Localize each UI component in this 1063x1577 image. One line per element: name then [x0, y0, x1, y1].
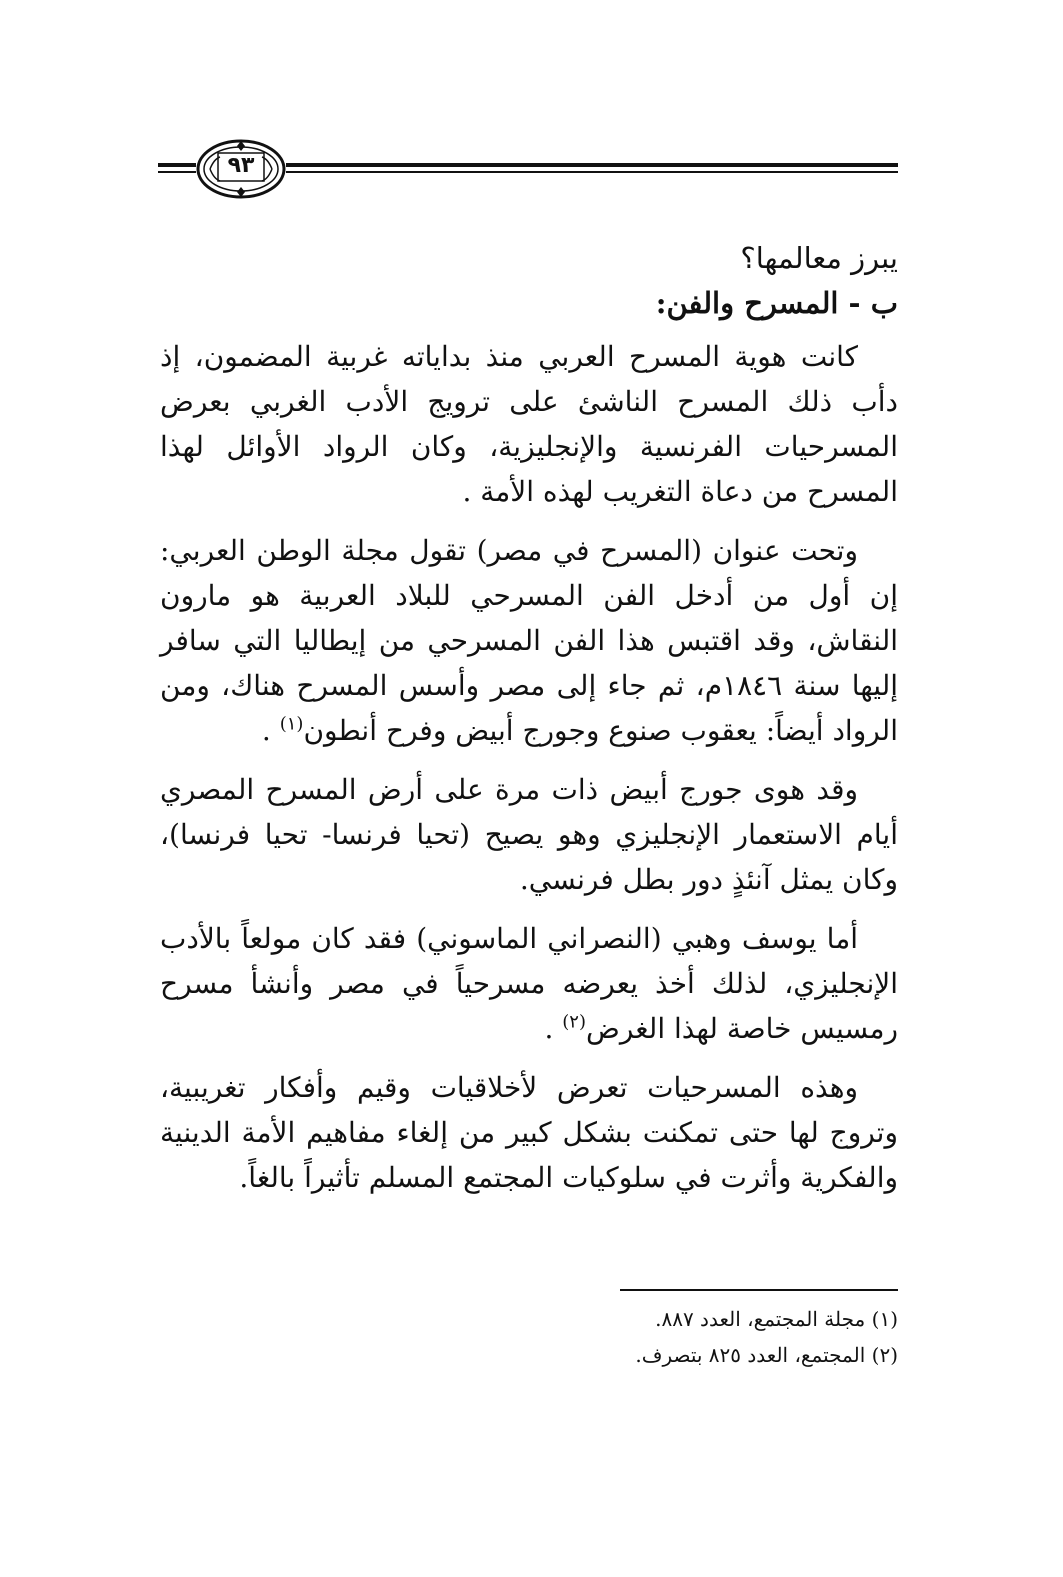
paragraph-text: كانت هوية المسرح العربي منذ بداياته غربية المضمون، إذ دأب ذلك المسرح الناشئ على ترويج الأدب الغربي بعرض المسرحيات الفرنسية والإنجليزية، وكان الرواد الأوائل لهذا المسرح من دعاة التغريب لهذه الأمة .: [160, 340, 898, 508]
footnote: (٢) المجتمع، العدد ٨٢٥ بتصرف.: [635, 1343, 898, 1367]
header-rule-left: [158, 163, 196, 173]
paragraph-text: أما يوسف وهبي (النصراني الماسوني) فقد كان مولعاً بالأدب الإنجليزي، لذلك أخذ يعرضه مسرحياً في مصر وأنشأ مسرح رمسيس خاصة لهذا الغرض: [160, 922, 898, 1045]
page-number: ٩٣: [227, 153, 255, 178]
footnotes: [460, 1301, 898, 1373]
paragraph: [160, 916, 898, 1051]
footnote: (١) مجلة المجتمع، العدد ٨٨٧.: [655, 1307, 898, 1331]
paragraph-tail: .: [261, 714, 280, 747]
intro-line: يبرز معالمها؟: [740, 241, 898, 275]
section-heading: ب - المسرح والفن:: [655, 286, 898, 320]
header-rule-right: [286, 163, 898, 173]
footnote-divider: [620, 1289, 898, 1291]
paragraph-text: وقد هوى جورج أبيض ذات مرة على أرض المسرح المصري أيام الاستعمار الإنجليزي وهو يصيح (تحيا فرنسا- تحيا فرنسا)، وكان يمثل آنئذٍ دور بطل فرنسي.: [160, 773, 898, 896]
paragraph: [160, 334, 898, 514]
paragraph-text: وهذه المسرحيات تعرض لأخلاقيات وقيم وأفكار تغريبية، وتروج لها حتى تمكنت بشكل كبير من إلغاء مفاهيم الأمة الدينية والفكرية وأثرت في سلوكيات المجتمع المسلم تأثيراً بالغاً.: [160, 1071, 898, 1194]
paragraph-text: وتحت عنوان (المسرح في مصر) تقول مجلة الوطن العربي: إن أول من أدخل الفن المسرحي للبلاد العربية هو مارون النقاش، وقد اقتبس هذا الفن المسرحي من إيطاليا التي سافر إليها سنة ١٨٤٦م، ثم جاء إلى مصر وأسس المسرح هناك، ومن الرواد أيضاً: يعقوب صنوع وجورج أبيض وفرح أنطون: [160, 534, 898, 747]
paragraph: [160, 1065, 898, 1200]
footnote-reference[interactable]: (١): [279, 713, 304, 735]
page-header: [158, 134, 898, 204]
page-body: [160, 236, 898, 1214]
footnote-reference[interactable]: (٢): [562, 1011, 586, 1033]
paragraph: [160, 528, 898, 753]
paragraph-tail: .: [544, 1012, 563, 1045]
paragraph: [160, 767, 898, 902]
